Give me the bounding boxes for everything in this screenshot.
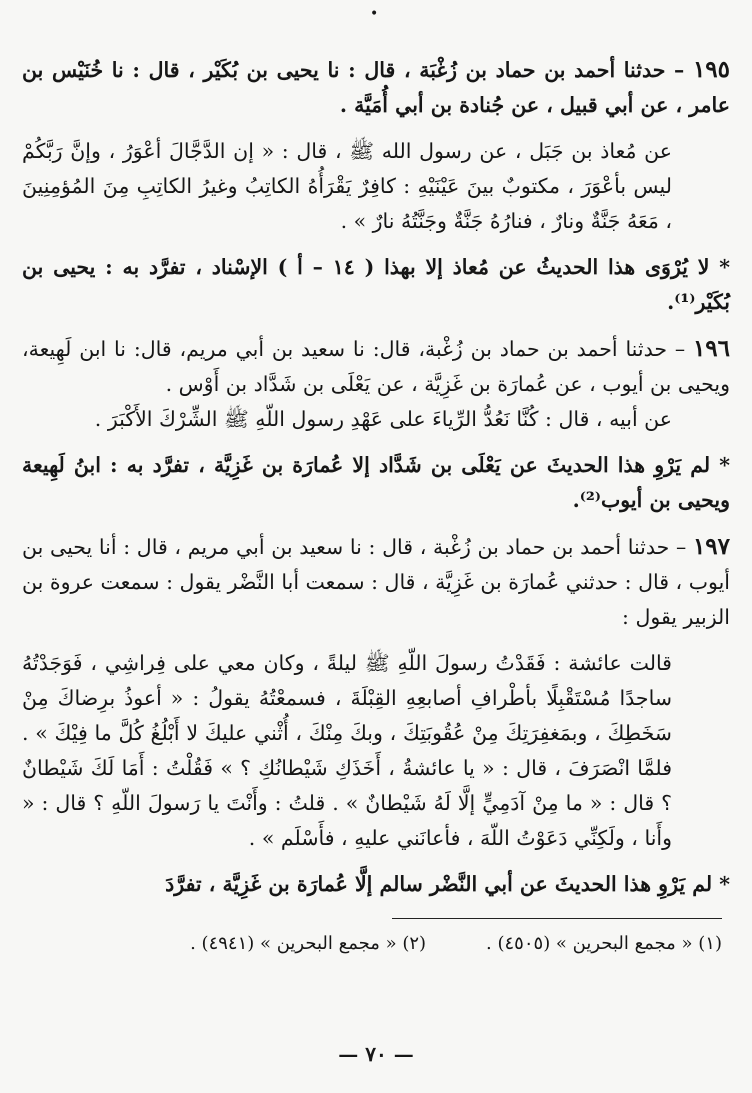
hadith-196-matn: عن أبيه ، قال : كُنَّا نَعُدُّ الرِّياءَ على عَهْدِ رسول اللّهِ ﷺ الشِّرْكَ الأَكْبَرَ .: [94, 407, 672, 431]
hadith-196-number: ١٩٦: [692, 335, 730, 362]
hadith-195-matn: عن مُعاذ بن جَبَل ، عن رسول الله ﷺ ، قال : « إن الدَّجَّالَ أعْوَرُ ، وإنَّ رَبَّكُمْ ليس بأعْوَرَ ، مكتوبٌ بينَ عَيْنَيْهِ : كافِرٌ يَقْرَأُهُ الكاتِبُ وغيرُ الكاتِبِ مِنَ المُؤمِنِينَ ، مَعَهُ جَنَّةٌ ونارٌ ، فنارُهُ جَنَّةٌ وجَنَّتُهُ نارٌ » .: [22, 139, 672, 233]
hadith-196-text: – حدثنا أحمد بن حماد بن زُغْبة، قال: نا سعيد بن أبي مريم، قال: نا ابن لَهِيعة، ويحيى بن أيوب ، عن عُمارَة بن غَزِيَّة ، عن يَعْلَى بن شَدَّاد بن أَوْس .: [22, 337, 730, 396]
footnotes: [22, 933, 730, 954]
footnote-2: (٢) « مجمع البحرين » (٤٩٤١) .: [190, 933, 427, 954]
hadith-197-note: * لم يَرْوِ هذا الحديثَ عن أبي النَّضْر سالم إلَّا عُمارَة بن غَزِيَّة ، تفرَّدَ: [165, 872, 730, 896]
hadith-195-note: * لا يُرْوَى هذا الحديثُ عن مُعاذ إلا بهذا ( ١٤ – أ ) الإسْناد ، تفرَّد به : يحيى بن بُكَيْر⁽¹⁾.: [22, 255, 730, 314]
hadith-196-note: * لم يَرْوِ هذا الحديثَ عن يَعْلَى بن شَدَّاد إلا عُمارَة بن غَزِيَّة ، تفرَّد به : ابنُ لَهِيعة ويحيى بن أيوب⁽²⁾.: [22, 453, 730, 512]
hadith-197-matn: قالت عائشة : فَقَدْتُ رسولَ اللّهِ ﷺ ليلةً ، وكان معي على فِراشِي ، فَوَجَدْتُهُ ساجدًا مُسْتَقْبِلًا بأطْرافِ أصابعِهِ القِبْلَةَ ، فسمعْتُهُ يقولُ : « أعوذُ برِضاكَ مِنْ سَخَطِكَ ، وبمَغفِرَتِكَ مِنْ عُقُوبَتِكَ ، وبكَ مِنْكَ ، أُثْني عليكَ لا أَبْلُغُ كُلَّ ما فِيْكَ » . فلمَّا انْصَرَفَ ، قال : « يا عائشةُ ، أَخَذَكِ شَيْطانُكِ ؟ » فَقُلْتُ : أَمَا لَكَ شَيْطانٌ ؟ قال : « ما مِنْ آدَمِيٍّ إلَّا لَهُ شَيْطانٌ » . قلتُ : وأَنْتَ يا رَسولَ اللّهِ ؟ قال : « وأَنا ، ولَكِنِّي دَعَوْتُ اللّهَ ، فأعانَني عليهِ ، فأَسْلَم » .: [22, 651, 672, 850]
hadith-197-number: ١٩٧: [692, 533, 730, 560]
top-mark: •: [370, 6, 379, 22]
hadith-196-isnad: [22, 331, 730, 402]
hadith-195-text: – حدثنا أحمد بن حماد بن زُغْبَة ، قال : نا يحيى بن بُكَيْر ، قال : نا خُنَيْس بن عامر ، عن أبي قبيل ، عن جُنادة بن أبي أُمَيَّة .: [22, 58, 730, 117]
hadith-195-number: ١٩٥: [692, 56, 730, 83]
hadith-197-text: – حدثنا أحمد بن حماد بن زُغْبة ، قال : نا سعيد بن أبي مريم ، قال : أنا يحيى بن أيوب ، قال : حدثني عُمارَة بن غَزِيَّة ، قال : سمعت أبا النَّضْر يقول : سمعت عروة بن الزبير يقول :: [22, 535, 730, 629]
hadith-195-isnad: [22, 52, 730, 123]
footnote-1: (١) « مجمع البحرين » (٤٥٠٥) .: [486, 933, 722, 954]
footnote-separator: [22, 918, 730, 919]
page-number: — ٧٠ —: [338, 1042, 414, 1066]
hadith-197-isnad: [22, 529, 730, 635]
